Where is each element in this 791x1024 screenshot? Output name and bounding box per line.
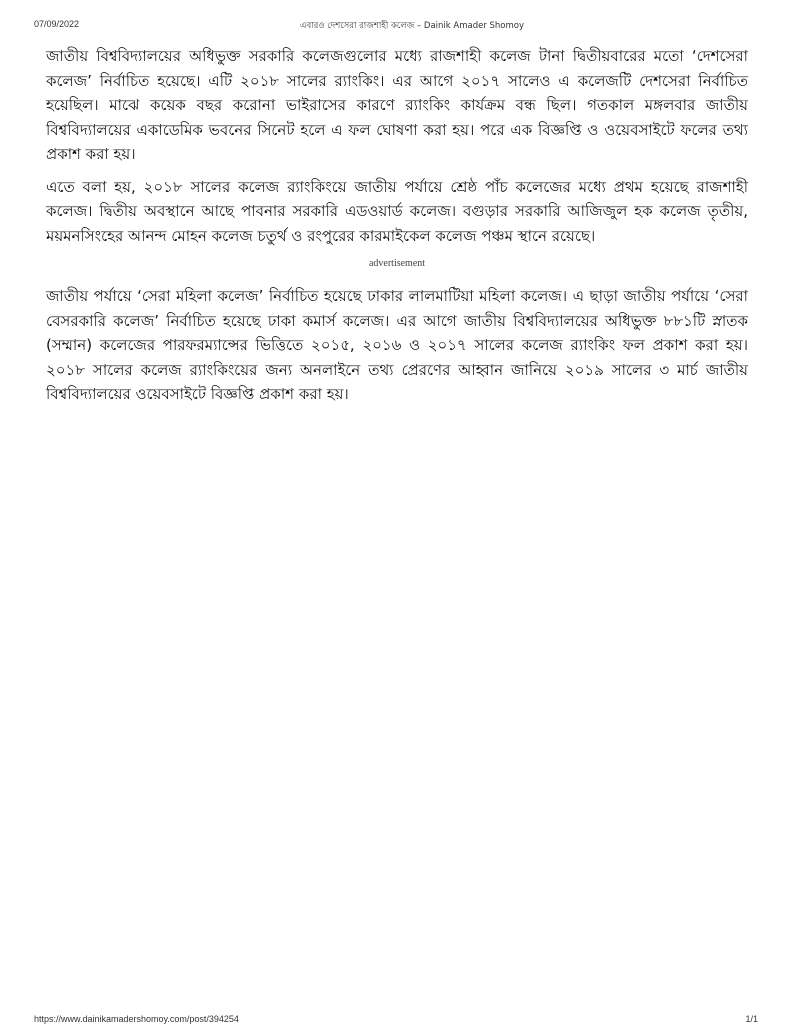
print-date: 07/09/2022 — [34, 19, 80, 29]
page-number: 1/1 — [745, 1014, 758, 1024]
print-footer — [0, 1014, 791, 1024]
print-header — [0, 0, 791, 40]
article-paragraph-2: এতে বলা হয়, ২০১৮ সালের কলেজ র‍্যাংকিংয়ে জাতীয় পর্যায়ে শ্রেষ্ঠ পাঁচ কলেজের মধ্যে প্রথম হয়েছে রাজশাহী কলেজ। দ্বিতীয় অবস্থানে আছে পাবনার সরকারি এডওয়ার্ড কলেজ। বগুড়ার সরকারি আজিজুল হক কলেজ তৃতীয়, ময়মনসিংহের আনন্দ মোহন কলেজ চতুর্থ ও রংপুরের কারমাইকেল কলেজ পঞ্চম স্থানে রয়েছে। — [46, 177, 748, 245]
article-body — [46, 44, 748, 407]
advertisement-label: advertisement — [368, 258, 426, 269]
article-paragraph-1: জাতীয় বিশ্ববিদ্যালয়ের অধিভুক্ত সরকারি কলেজগুলোর মধ্যে রাজশাহী কলেজ টানা দ্বিতীয়বারের মতো ‘দেশসেরা কলেজ’ নির্বাচিত হয়েছে। এটি ২০১৮ সালের র‍্যাংকিং। এর আগে ২০১৭ সালেও এ কলেজটি দেশসেরা নির্বাচিত হয়েছিল। মাঝে কয়েক বছর করোনা ভাইরাসের কারণে র‍্যাংকিং কার্যক্রম বন্ধ ছিল। গতকাল মঙ্গলবার জাতীয় বিশ্ববিদ্যালয়ের একাডেমিক ভবনের সিনেট হলে এ ফল ঘোষণা করা হয়। পরে এক বিজ্ঞপ্তি ও ওয়েবসাইটে ফলের তথ্য প্রকাশ করা হয়। — [46, 47, 748, 163]
page-title: এবারও দেশসেরা রাজশাহী কলেজ – Dainik Amader Shomoy — [300, 21, 525, 31]
page-url: https://www.dainikamadershomoy.com/post/394254 — [34, 1014, 239, 1024]
article-paragraph-3: জাতীয় পর্যায়ে ‘সেরা মহিলা কলেজ’ নির্বাচিত হয়েছে ঢাকার লালমাটিয়া মহিলা কলেজ। এ ছাড়া জাতীয় পর্যায়ে ‘সেরা বেসরকারি কলেজ’ নির্বাচিত হয়েছে ঢাকা কমার্স কলেজ। এর আগে জাতীয় বিশ্ববিদ্যালয়ের অধিভুক্ত ৮৮১টি স্নাতক (সম্মান) কলেজের পারফরম্যান্সের ভিত্তিতে ২০১৫, ২০১৬ ও ২০১৭ সালের কলেজ র‍্যাংকিং ফল প্রকাশ করা হয়। ২০১৮ সালের কলেজ র‍্যাংকিংয়ের জন্য অনলাইনে তথ্য প্রেরণের আহ্বান জানিয়ে ২০১৯ সালের ৩ মার্চ জাতীয় বিশ্ববিদ্যালয়ের ওয়েবসাইটে বিজ্ঞপ্তি প্রকাশ করা হয়। — [46, 287, 748, 403]
